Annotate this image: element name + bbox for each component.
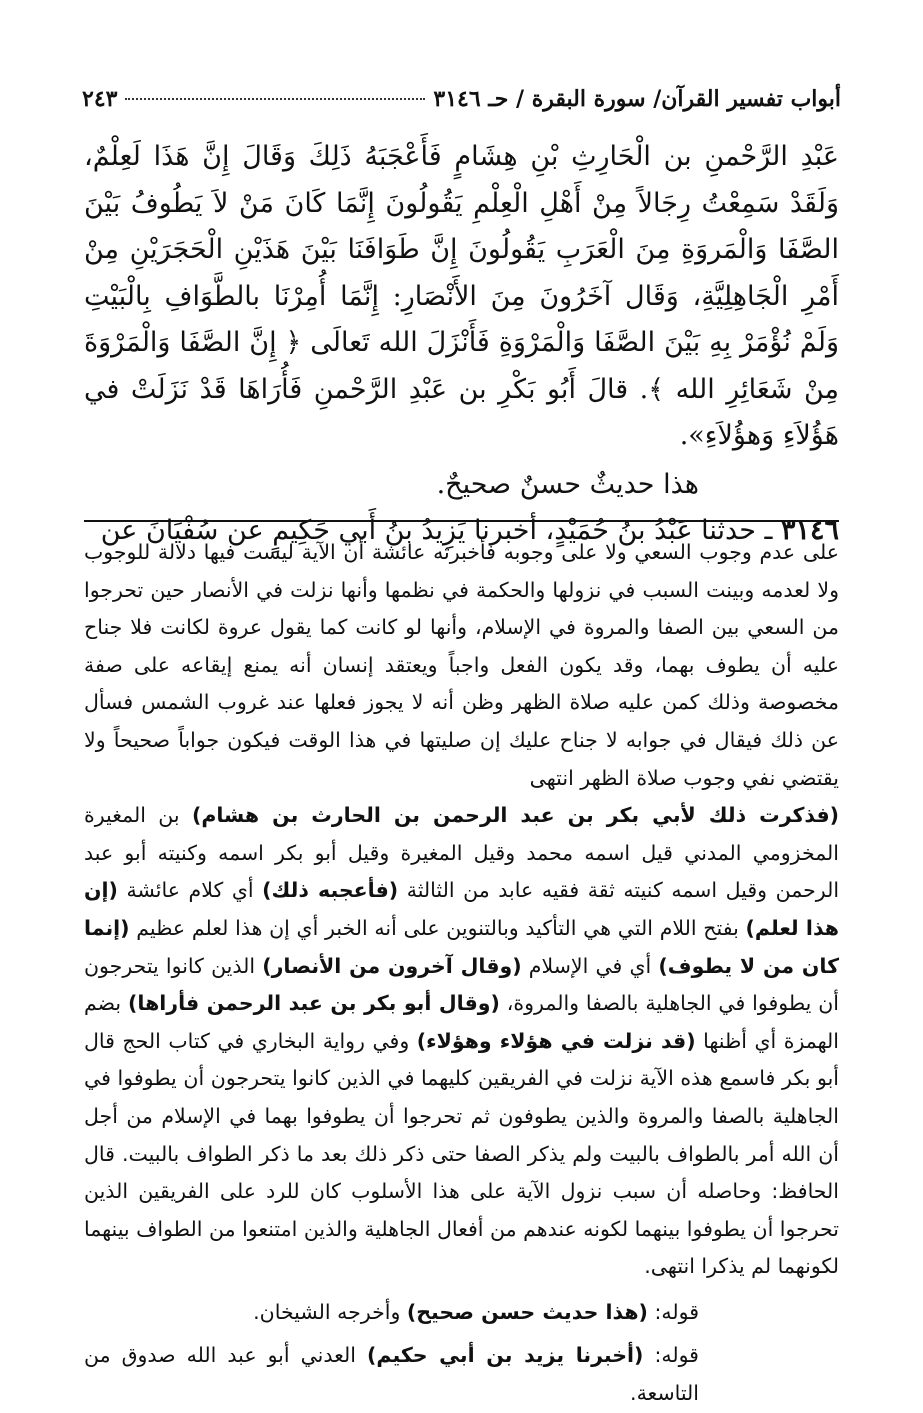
header-title: أبواب تفسير القرآن/ سورة البقرة / حـ ٣١٤٦ xyxy=(433,86,841,112)
explanation-5: الذين كانوا يتحرجون أن يطوفوا في الجاهلية بالصفا والمروة، xyxy=(84,953,839,1016)
explanation-3: بفتح اللام التي هي التأكيد وبالتنوين على أنه الخبر أي إن هذا لعلم عظيم xyxy=(129,915,746,940)
quote-4: (إنما كان من لا يطوف) xyxy=(84,915,840,978)
note-quote: (هذا حديث حسن صحيح) xyxy=(406,1299,648,1324)
explanation-6: بضم الهمزة أي أظنها xyxy=(84,991,839,1053)
hadith-verdict: هذا حديثٌ حسنٌ صحيحٌ. xyxy=(436,468,699,500)
quote-3: (إن هذا لعلم) xyxy=(84,878,839,940)
hadith-text xyxy=(84,134,839,555)
page-number: ٢٤٣ xyxy=(82,86,118,112)
note-quote: (أخبرنا يزيد بن أبي حكيم) xyxy=(367,1343,644,1368)
quote-5: (وقال آخرون من الأنصار) xyxy=(262,953,522,978)
footnote-divider xyxy=(84,520,839,522)
note-text: وأخرجه الشيخان. xyxy=(253,1299,407,1324)
explanation-7: وفي رواية البخاري في كتاب الحج قال أبو بكر فاسمع هذه الآية نزلت في الفريقين كليهما في الذين كانوا يتحرجون أن يطوفوا في الجاهلية بالصفا والمروة والذين يطوفون ثم تحرجوا أن يطوفوا بهما في الإسلام من أجل أن الله أمر بالطواف بالبيت ولم يذكر الصفا حتى ذكر ذلك بعد ما ذكر الطواف بالبيت. قال الحافظ: وحاصله أن سبب نزول الآية على هذا الأسلوب كان للرد على الفريقين الذين تحرجوا أن يطوفوا بينهما لكونه عندهم من أفعال الجاهلية والذين امتنعوا من الطواف بينهما لكونهما لم يذكرا انتهى. xyxy=(84,1028,839,1279)
commentary-text xyxy=(84,534,839,1413)
explanation-4: أي في الإسلام xyxy=(521,953,659,978)
commentary-paragraph-1: على عدم وجوب السعي ولا على وجوبه فأخبرته عائشة أن الآية ليست فيها دلالة للوجوب ولا لعدمه وبينت السبب في نزولها والحكمة في نظمها وأنها نزلت في الأنصار حين تحرجوا من السعي بين الصفا والمروة في الإسلام، وأنها لو كانت كما يقول عروة لكانت فلا جناح عليه أن يطوف بهما، وقد يكون الفعل واجباً ويعتقد إنسان أنه يمنع إيقاعه على صفة مخصوصة وذلك كمن عليه صلاة الظهر وظن أنه لا يجوز فعلها عند غروب الشمس فسأل عن ذلك فيقال في جوابه لا جناح عليك إن صليتها في هذا الوقت فيكون جواباً صحيحاً ولا يقتضي نفي وجوب صلاة الظهر انتهى xyxy=(84,540,839,790)
explanation-2: أي كلام عائشة xyxy=(117,878,263,903)
note-text: العدني أبو عبد الله صدوق من التاسعة. xyxy=(84,1343,699,1406)
note-label: قوله: xyxy=(643,1343,699,1368)
note-verdict xyxy=(84,1294,839,1332)
note-narrator xyxy=(84,1337,839,1412)
header-dot-leader xyxy=(125,98,425,100)
explanation-1: بن المغيرة المخزومي المدني قيل اسمه محمد وقيل المغيرة وقيل أبو بكر اسمه وكنيته أبو عبد الرحمن وقيل اسمه كنيته ثقة فقيه عابد من الثالثة xyxy=(84,803,840,903)
hadith-isnad: ـ حدثنا عَبْدُ بنُ حُمَيْدٍ، أخبرنا يَزِيدُ بنُ أَبي حَكِيمٍ عن سُفْيَانَ عن xyxy=(100,515,773,546)
hadith-paragraph: عَبْدِ الرَّحْمنِ بن الْحَارِثِ بْنِ هِشَامٍ فَأَعْجَبَهُ ذَلِكَ وَقَالَ إِنَّ هَذَا لَعِلْمٌ، وَلَقَدْ سَمِعْتُ رِجَالاً مِنْ أَهْلِ الْعِلْمِ يَقُولُونَ إِنَّمَا كَانَ مَنْ لاَ يَطُوفُ بَيْنَ الصَّفَا وَالْمَروَةِ مِنَ الْعَرَبِ يَقُولُونَ إِنَّ طَوَافَنَا بَيْنَ هَذَيْنِ الْحَجَرَيْنِ مِنْ أَمْرِ الْجَاهِلِيَّةِ، وَقَال آخَرُونَ مِنَ الأَنْصَارِ: إِنَّمَا أُمِرْنَا بالطَّوَافِ بِالْبَيْتِ وَلَمْ نُؤْمَرْ بِهِ بَيْنَ الصَّفَا وَالْمَرْوَةِ فَأَنْزَلَ الله تَعالَى ﴿ إِنَّ الصَّفَا وَالْمَرْوَةَ مِنْ شَعَائِرِ الله ﴾. قالَ أَبُو بَكْرِ بن عَبْدِ الرَّحْمنِ فَأُرَاهَا قَدْ نَزَلَتْ في هَؤُلاَءِ وَهؤُلاَءِ». xyxy=(84,141,839,451)
note-label: قوله: xyxy=(647,1299,699,1324)
commentary-paragraph-2 xyxy=(84,797,839,1286)
quote-1: (فذكرت ذلك لأبي بكر بن عبد الرحمن بن الحارث بن هشام) xyxy=(191,803,839,828)
quote-2: (فأعجبه ذلك) xyxy=(262,878,399,903)
quote-7: (قد نزلت في هؤلاء وهؤلاء) xyxy=(416,1028,696,1053)
hadith-number: ٣١٤٦ xyxy=(780,515,839,546)
running-header xyxy=(82,86,841,120)
quote-6: (وقال أبو بكر بن عبد الرحمن فأراها) xyxy=(128,991,500,1016)
